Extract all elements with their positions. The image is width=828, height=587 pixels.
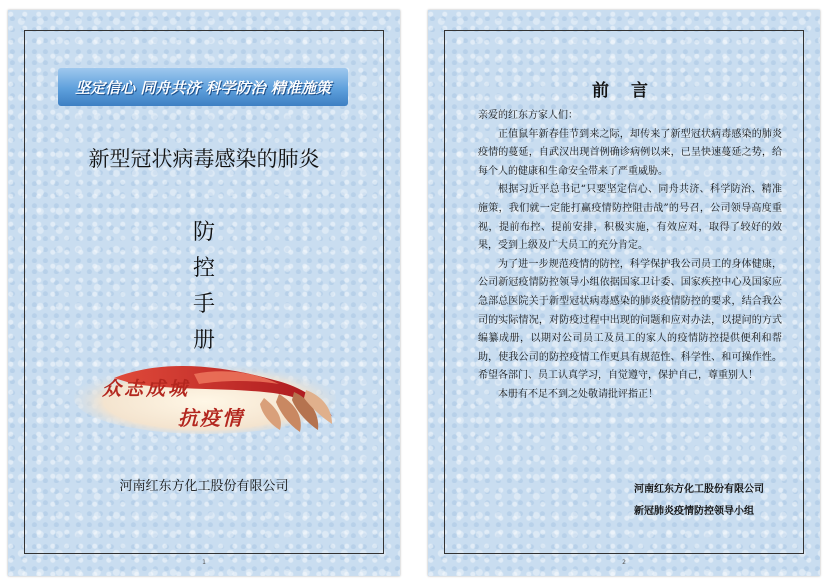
cover-company-name: 河南红东方化工股份有限公司 [119, 479, 289, 494]
slogan-text: 坚定信心 同舟共济 科学防治 精准施策 [75, 78, 331, 97]
preface-page [428, 10, 820, 576]
preface-paragraph: 正值鼠年新春佳节到来之际，却传来了新型冠状病毒感染的肺炎疫情的蔓延，自武汉出现首例确诊病例以来，已呈快速蔓延之势，给每个人的健康和生命安全带来了严重威胁。 [478, 128, 782, 177]
vertical-char: 手 [192, 292, 215, 317]
unity-artwork [74, 358, 336, 436]
preface-paragraph: 本册有不足不到之处敬请批评指正！ [498, 388, 658, 400]
cover-vertical-title [8, 215, 400, 359]
vertical-char: 册 [192, 328, 215, 353]
preface-title: 前 言 [592, 81, 656, 101]
signature-company: 河南红东方化工股份有限公司 [634, 484, 764, 495]
preface-body [478, 107, 782, 405]
signature-group: 新冠肺炎疫情防控领导小组 [634, 506, 754, 517]
vertical-char: 防 [192, 220, 215, 245]
art-slogan-line2: 抗疫情 [178, 406, 244, 430]
preface-paragraph: 根据习近平总书记“只要坚定信心、同舟共济、科学防治、精准施策，我们就一定能打赢疫情防控阻击战”的号召，公司领导高度重视，提前布控、提前安排，积极实施，有效应对，取得了较好的效果，受到上级及广大员工的充分肯定。 [478, 184, 782, 252]
page-number: 2 [622, 559, 626, 566]
cover-page [8, 10, 400, 576]
vertical-char: 控 [192, 256, 215, 281]
slogan-banner [58, 68, 348, 106]
salutation: 亲爱的红东方家人们： [478, 110, 578, 121]
cover-title: 新型冠状病毒感染的肺炎 [88, 147, 320, 171]
page-number: 1 [202, 559, 206, 566]
preface-paragraph: 为了进一步规范疫情的防控，科学保护我公司员工的身体健康，公司新冠疫情防控领导小组依据国家卫计委、国家疾控中心及国家应急部总医院关于新型冠状病毒感染的肺炎疫情防控的要求，结合我公司的实际情况，对防疫过程中出现的问题和应对办法，以提问的方式编纂成册，以期对公司员工及员工的家人的疫情防控提供便利和帮助，使我公司的防控疫情工作更具有规范性、科学性、和可操作性。希望各部门、员工认真学习，自觉遵守，保护自己，尊重别人！ [478, 258, 782, 382]
art-slogan-line1: 众志成城 [102, 378, 191, 400]
